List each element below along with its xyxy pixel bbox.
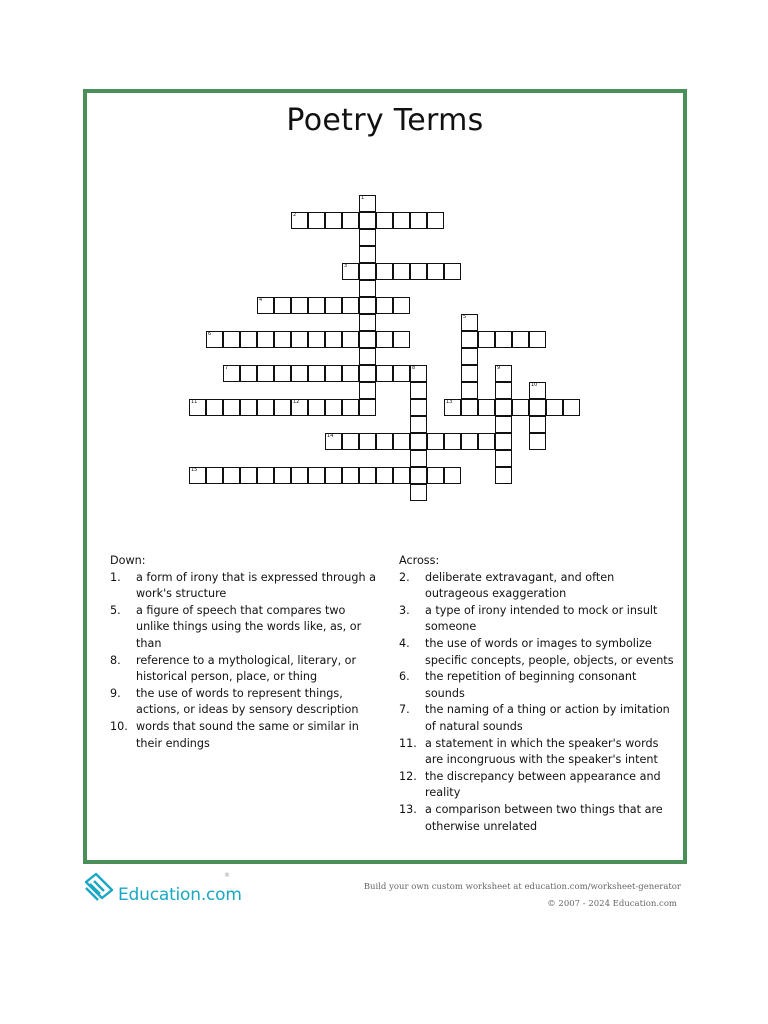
crossword-cell[interactable] bbox=[189, 467, 206, 484]
crossword-cell[interactable] bbox=[274, 297, 291, 314]
crossword-cell[interactable] bbox=[342, 263, 359, 280]
crossword-cell[interactable] bbox=[308, 297, 325, 314]
crossword-cell[interactable] bbox=[359, 195, 376, 212]
crossword-cell[interactable] bbox=[274, 365, 291, 382]
crossword-cell[interactable] bbox=[376, 331, 393, 348]
crossword-cell[interactable] bbox=[529, 399, 546, 416]
clue-number: 13. bbox=[399, 802, 417, 816]
crossword-cell[interactable] bbox=[427, 467, 444, 484]
crossword-cell[interactable] bbox=[410, 382, 427, 399]
footer-generator-link[interactable]: Build your own custom worksheet at education.com/worksheet-generator bbox=[363, 882, 681, 892]
clue-number-label: 9 bbox=[497, 365, 501, 371]
crossword-cell[interactable] bbox=[257, 331, 274, 348]
clue-number-label: 1 bbox=[361, 195, 365, 201]
crossword-cell[interactable] bbox=[206, 467, 223, 484]
clue-number-label: 2 bbox=[293, 212, 297, 218]
crossword-cell[interactable] bbox=[427, 212, 444, 229]
crossword-cell[interactable] bbox=[274, 467, 291, 484]
crossword-cell[interactable] bbox=[359, 433, 376, 450]
crossword-cell[interactable] bbox=[393, 467, 410, 484]
clue-text: a type of irony intended to mock or insult someone bbox=[425, 603, 658, 634]
crossword-cell[interactable] bbox=[393, 212, 410, 229]
crossword-cell[interactable] bbox=[444, 433, 461, 450]
worksheet-frame bbox=[83, 89, 687, 864]
crossword-cell[interactable] bbox=[206, 331, 223, 348]
clue-text: the use of words or images to symbolize specific concepts, people, objects, or events bbox=[425, 636, 674, 667]
clue-number-label: 14 bbox=[327, 433, 334, 439]
crossword-cell[interactable] bbox=[529, 382, 546, 399]
crossword-cell[interactable] bbox=[274, 331, 291, 348]
crossword-cell[interactable] bbox=[427, 263, 444, 280]
clue-item bbox=[399, 702, 679, 735]
crossword-cell[interactable] bbox=[223, 365, 240, 382]
clue-number: 5. bbox=[110, 603, 121, 617]
crossword-cell[interactable] bbox=[257, 365, 274, 382]
clue-number-label: 8 bbox=[412, 365, 416, 371]
clue-item bbox=[110, 686, 380, 719]
crossword-cell[interactable] bbox=[495, 416, 512, 433]
crossword-cell[interactable] bbox=[410, 365, 427, 382]
registered-mark: ® bbox=[224, 872, 230, 879]
crossword-cell[interactable] bbox=[393, 331, 410, 348]
crossword-cell[interactable] bbox=[359, 229, 376, 246]
crossword-cell[interactable] bbox=[291, 331, 308, 348]
crossword-cell[interactable] bbox=[376, 433, 393, 450]
clue-text: the repetition of beginning consonant sounds bbox=[425, 670, 637, 700]
crossword-cell[interactable] bbox=[359, 280, 376, 297]
crossword-cell[interactable] bbox=[410, 484, 427, 501]
crossword-cell[interactable] bbox=[342, 365, 359, 382]
crossword-cell[interactable] bbox=[359, 297, 376, 314]
clue-item bbox=[399, 603, 679, 636]
crossword-cell[interactable] bbox=[240, 467, 257, 484]
clue-number-label: 13 bbox=[446, 399, 453, 405]
crossword-cell[interactable] bbox=[495, 450, 512, 467]
crossword-cell[interactable] bbox=[512, 331, 529, 348]
crossword-cell[interactable] bbox=[325, 365, 342, 382]
crossword-cell[interactable] bbox=[495, 433, 512, 450]
clue-text: a statement in which the speaker's words are incongruous with the speaker's intent bbox=[425, 736, 659, 767]
clue-number-label: 10 bbox=[531, 382, 538, 388]
clue-item bbox=[110, 719, 380, 752]
clue-item bbox=[399, 736, 679, 769]
crossword-cell[interactable] bbox=[291, 297, 308, 314]
clue-text: a figure of speech that compares two unlike things using the words like, as, or than bbox=[136, 603, 362, 650]
crossword-cell[interactable] bbox=[308, 212, 325, 229]
clue-item bbox=[399, 802, 679, 835]
crossword-cell[interactable] bbox=[359, 212, 376, 229]
education-logo[interactable] bbox=[82, 870, 252, 906]
clue-item bbox=[399, 636, 679, 669]
clue-text: reference to a mythological, literary, or historical person, place, or thing bbox=[136, 653, 357, 684]
crossword-cell[interactable] bbox=[291, 212, 308, 229]
crossword-cell[interactable] bbox=[410, 467, 427, 484]
crossword-cell[interactable] bbox=[308, 331, 325, 348]
crossword-cell[interactable] bbox=[308, 399, 325, 416]
crossword-cell[interactable] bbox=[342, 399, 359, 416]
crossword-cell[interactable] bbox=[410, 416, 427, 433]
crossword-cell[interactable] bbox=[529, 416, 546, 433]
crossword-cell[interactable] bbox=[342, 433, 359, 450]
crossword-cell[interactable] bbox=[274, 399, 291, 416]
crossword-cell[interactable] bbox=[461, 433, 478, 450]
crossword-cell[interactable] bbox=[376, 212, 393, 229]
crossword-cell[interactable] bbox=[461, 382, 478, 399]
brand-name: Education.com bbox=[118, 885, 242, 905]
clue-number: 4. bbox=[399, 636, 410, 650]
crossword-cell[interactable] bbox=[410, 212, 427, 229]
crossword-cell[interactable] bbox=[291, 467, 308, 484]
crossword-cell[interactable] bbox=[291, 399, 308, 416]
clue-number: 11. bbox=[399, 736, 417, 750]
crossword-cell[interactable] bbox=[563, 399, 580, 416]
clue-item bbox=[110, 603, 380, 653]
crossword-cell[interactable] bbox=[325, 433, 342, 450]
clue-item bbox=[110, 570, 380, 603]
across-clues bbox=[399, 553, 679, 835]
crossword-cell[interactable] bbox=[512, 399, 529, 416]
clue-text: the use of words to represent things, actions, or ideas by sensory description bbox=[136, 686, 359, 717]
crossword-cell[interactable] bbox=[223, 467, 240, 484]
crossword-cell[interactable] bbox=[325, 467, 342, 484]
crossword-cell[interactable] bbox=[325, 297, 342, 314]
crossword-cell[interactable] bbox=[461, 314, 478, 331]
crossword-cell[interactable] bbox=[495, 365, 512, 382]
crossword-cell[interactable] bbox=[359, 314, 376, 331]
crossword-cell[interactable] bbox=[529, 331, 546, 348]
crossword-cell[interactable] bbox=[410, 450, 427, 467]
crossword-cell[interactable] bbox=[359, 467, 376, 484]
clue-item bbox=[399, 669, 679, 702]
clue-number-label: 7 bbox=[225, 365, 229, 371]
clue-number: 1. bbox=[110, 570, 121, 584]
crossword-cell[interactable] bbox=[359, 331, 376, 348]
crossword-cell[interactable] bbox=[359, 382, 376, 399]
crossword-cell[interactable] bbox=[359, 348, 376, 365]
crossword-cell[interactable] bbox=[376, 365, 393, 382]
crossword-cell[interactable] bbox=[495, 467, 512, 484]
crossword-cell[interactable] bbox=[495, 399, 512, 416]
crossword-cell[interactable] bbox=[410, 399, 427, 416]
crossword-cell[interactable] bbox=[257, 399, 274, 416]
crossword-grid bbox=[87, 93, 683, 523]
crossword-cell[interactable] bbox=[342, 297, 359, 314]
crossword-cell[interactable] bbox=[529, 433, 546, 450]
clue-number: 8. bbox=[110, 653, 121, 667]
crossword-cell[interactable] bbox=[359, 365, 376, 382]
clue-item bbox=[399, 769, 679, 802]
clue-number-label: 12 bbox=[293, 399, 300, 405]
clue-number-label: 15 bbox=[191, 467, 198, 473]
crossword-cell[interactable] bbox=[308, 467, 325, 484]
clue-number: 10. bbox=[110, 719, 128, 733]
clue-number-label: 6 bbox=[208, 331, 212, 337]
crossword-cell[interactable] bbox=[376, 297, 393, 314]
crossword-cell[interactable] bbox=[240, 331, 257, 348]
crossword-cell[interactable] bbox=[461, 399, 478, 416]
clue-number-label: 4 bbox=[259, 297, 263, 303]
crossword-cell[interactable] bbox=[189, 399, 206, 416]
clue-item bbox=[399, 570, 679, 603]
crossword-cell[interactable] bbox=[342, 467, 359, 484]
clue-number: 6. bbox=[399, 670, 410, 684]
clue-number: 2. bbox=[399, 570, 410, 584]
crossword-cell[interactable] bbox=[257, 297, 274, 314]
across-heading: Across: bbox=[399, 554, 440, 567]
clue-number: 7. bbox=[399, 703, 410, 717]
crossword-cell[interactable] bbox=[410, 263, 427, 280]
crossword-cell[interactable] bbox=[461, 348, 478, 365]
crossword-cell[interactable] bbox=[359, 263, 376, 280]
clue-text: words that sound the same or similar in their endings bbox=[136, 719, 359, 750]
crossword-cell[interactable] bbox=[427, 433, 444, 450]
crossword-cell[interactable] bbox=[461, 365, 478, 382]
crossword-cell[interactable] bbox=[376, 467, 393, 484]
crossword-cell[interactable] bbox=[444, 467, 461, 484]
crossword-cell[interactable] bbox=[223, 331, 240, 348]
crossword-cell[interactable] bbox=[257, 467, 274, 484]
clue-number-label: 11 bbox=[191, 399, 198, 405]
crossword-cell[interactable] bbox=[478, 331, 495, 348]
crossword-cell[interactable] bbox=[291, 365, 308, 382]
crossword-cell[interactable] bbox=[410, 433, 427, 450]
crossword-cell[interactable] bbox=[444, 399, 461, 416]
crossword-cell[interactable] bbox=[393, 433, 410, 450]
education-logo-icon bbox=[82, 870, 116, 904]
crossword-cell[interactable] bbox=[308, 365, 325, 382]
page-title: Poetry Terms bbox=[286, 103, 484, 138]
crossword-cell[interactable] bbox=[393, 297, 410, 314]
down-heading: Down: bbox=[110, 554, 146, 567]
crossword-cell[interactable] bbox=[223, 399, 240, 416]
clue-text: the discrepancy between appearance and reality bbox=[425, 769, 661, 800]
crossword-cell[interactable] bbox=[342, 331, 359, 348]
crossword-cell[interactable] bbox=[478, 399, 495, 416]
crossword-cell[interactable] bbox=[240, 399, 257, 416]
clue-number-label: 3 bbox=[344, 263, 348, 269]
clue-text: the naming of a thing or action by imitation of natural sounds bbox=[425, 703, 670, 733]
crossword-cell[interactable] bbox=[325, 399, 342, 416]
clue-number: 3. bbox=[399, 603, 410, 617]
clue-text: deliberate extravagant, and often outrageous exaggeration bbox=[425, 570, 615, 601]
crossword-cell[interactable] bbox=[376, 263, 393, 280]
crossword-cell[interactable] bbox=[342, 212, 359, 229]
clue-text: a form of irony that is expressed through a work's structure bbox=[136, 570, 376, 601]
crossword-cell[interactable] bbox=[325, 212, 342, 229]
crossword-cell[interactable] bbox=[359, 246, 376, 263]
crossword-cell[interactable] bbox=[546, 399, 563, 416]
crossword-cell[interactable] bbox=[461, 331, 478, 348]
crossword-cell[interactable] bbox=[240, 365, 257, 382]
crossword-cell[interactable] bbox=[359, 399, 376, 416]
clue-number: 12. bbox=[399, 769, 417, 783]
crossword-cell[interactable] bbox=[495, 331, 512, 348]
crossword-cell[interactable] bbox=[206, 399, 223, 416]
footer-copyright: © 2007 - 2024 Education.com bbox=[547, 899, 677, 909]
clue-text: a comparison between two things that are otherwise unrelated bbox=[425, 802, 663, 833]
crossword-cell[interactable] bbox=[444, 263, 461, 280]
crossword-cell[interactable] bbox=[325, 331, 342, 348]
clue-item bbox=[110, 653, 380, 686]
clue-number-label: 5 bbox=[463, 314, 467, 320]
crossword-cell[interactable] bbox=[478, 433, 495, 450]
crossword-cell[interactable] bbox=[393, 263, 410, 280]
crossword-cell[interactable] bbox=[495, 382, 512, 399]
clue-number: 9. bbox=[110, 686, 121, 700]
down-clues bbox=[110, 553, 380, 752]
crossword-cell[interactable] bbox=[393, 365, 410, 382]
